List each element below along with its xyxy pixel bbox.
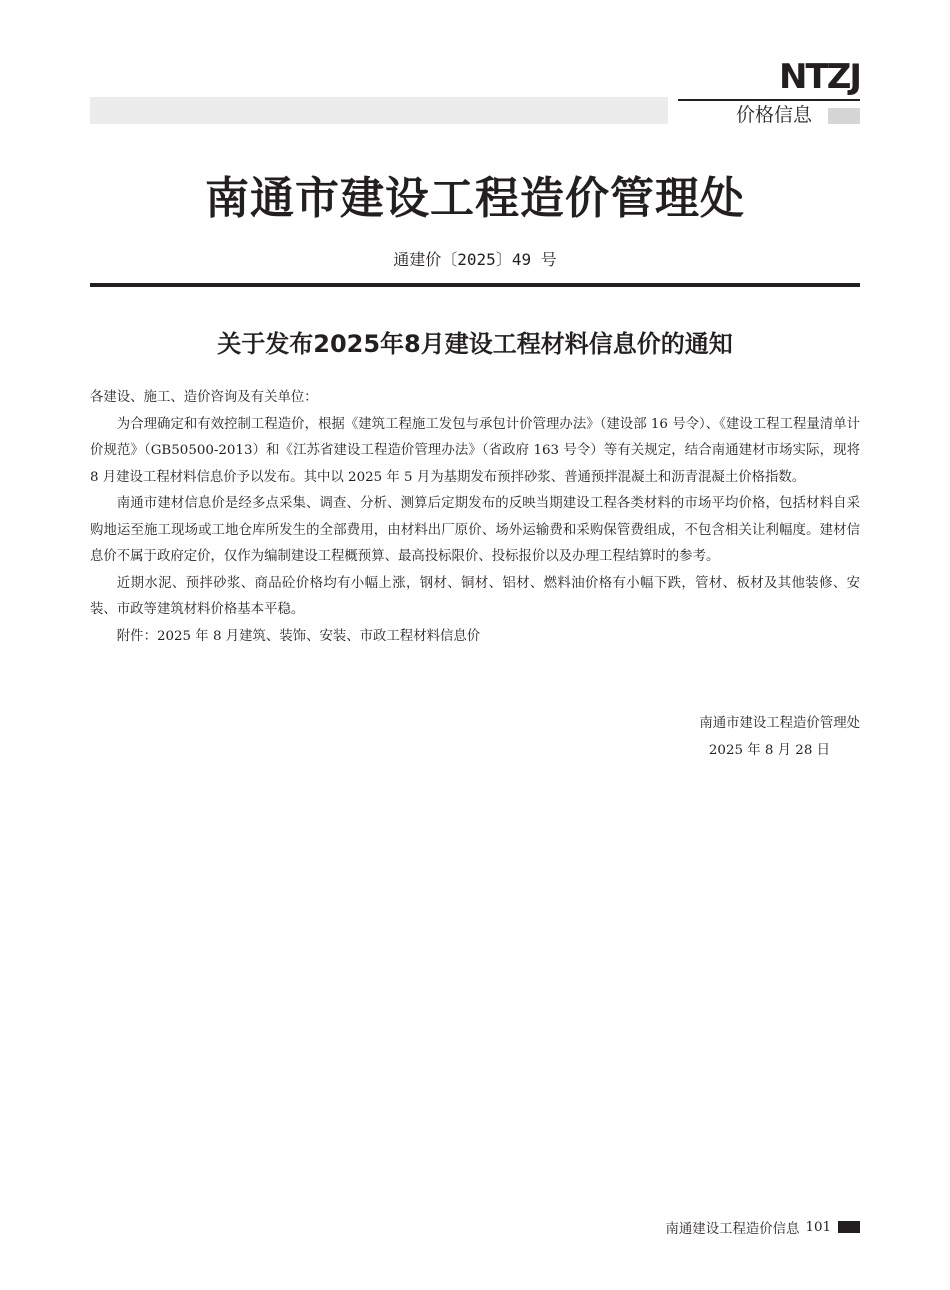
notice-body bbox=[90, 385, 860, 650]
page-number: 101 bbox=[805, 1219, 831, 1235]
section-label-box bbox=[828, 108, 860, 124]
page-marker bbox=[838, 1221, 860, 1233]
page-footer bbox=[560, 1216, 860, 1238]
document-number: 通建价〔2025〕49 号 bbox=[393, 250, 557, 269]
header-band bbox=[90, 97, 668, 124]
ntzj-logo: NTZJ bbox=[779, 57, 860, 97]
signature-org: 南通市建设工程造价管理处 bbox=[699, 716, 860, 731]
section-label: 价格信息 bbox=[736, 104, 813, 126]
title-divider bbox=[90, 283, 860, 287]
signature-block bbox=[600, 711, 860, 764]
body-paragraph: 近期水泥、预拌砂浆、商品砼价格均有小幅上涨，钢材、铜材、铝材、燃料油价格有小幅下跌，管材、板材及其他装修、安装、市政等建筑材料价格基本平稳。 bbox=[90, 575, 860, 617]
body-paragraph: 南通市建材信息价是经多点采集、调查、分析、测算后定期发布的反映当期建设工程各类材料的市场平均价格，包括材料自采购地运至施工现场或工地仓库所发生的全部费用，由材料出厂原价、场外运输费和采购保管费组成，不包含相关让利幅度。建材信息价不属于政府定价，仅作为编制建设工程概预算、最高投标限价、投标报价以及办理工程结算时的参考。 bbox=[90, 496, 860, 564]
agency-title: 南通市建设工程造价管理处 bbox=[205, 173, 745, 224]
salutation: 各建设、施工、造价咨询及有关单位： bbox=[90, 390, 318, 405]
publication-name: 南通建设工程造价信息 bbox=[665, 1221, 800, 1237]
notice-title: 关于发布2025年8月建设工程材料信息价的通知 bbox=[217, 330, 733, 358]
signature-date: 2025 年 8 月 28 日 bbox=[708, 742, 830, 758]
body-paragraph: 为合理确定和有效控制工程造价，根据《建筑工程施工发包与承包计价管理办法》（建设部 16 号令）、《建设工程工程量清单计价规范》（GB50500-2013）和《江苏省建设工程造价管理办法》（省政府 163 号令）等有关规定，结合南通建材市场实际，现将 8 月建设工程材料信息价予以发布。其中以 2025 年 5 月为基期发布预拌砂浆、普通预拌混凝土和沥青混凝土价格指数。 bbox=[90, 416, 860, 485]
header-rule bbox=[678, 99, 860, 101]
attachment-line: 附件：2025 年 8 月建筑、装饰、安装、市政工程材料信息价 bbox=[116, 628, 481, 644]
